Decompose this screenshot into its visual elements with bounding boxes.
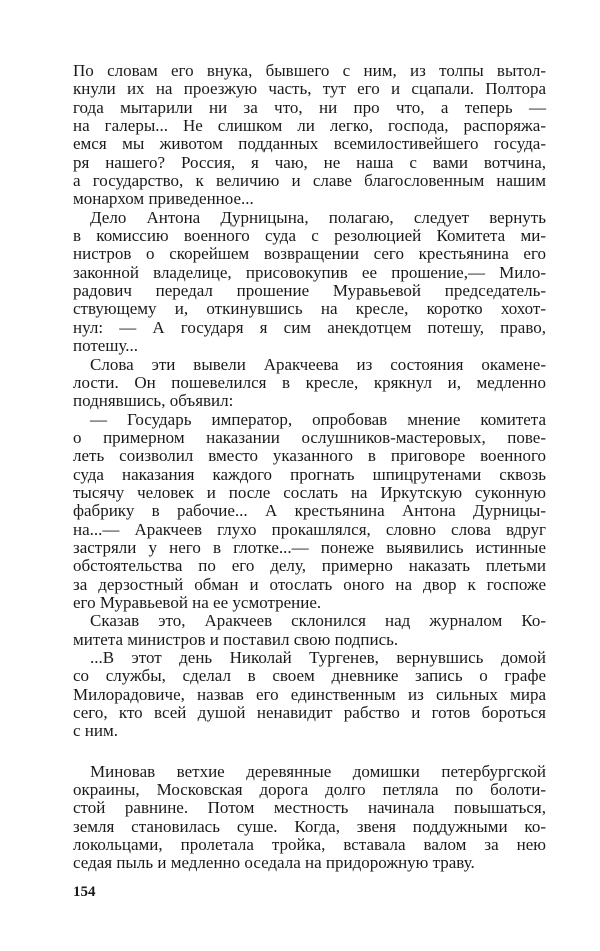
paragraph	[73, 209, 546, 356]
text-line: в комиссию военного суда с резолюцией Комитета ми-	[73, 226, 546, 246]
paragraph	[73, 649, 546, 741]
text-line: ря нашего? Россия, я чаю, не наша с вами вотчина,	[73, 152, 546, 172]
paragraph	[73, 763, 546, 873]
book-page-text	[73, 62, 546, 873]
text-line: — Государь император, опробовав мнение комитета	[90, 409, 546, 429]
text-line: с ним.	[73, 721, 118, 741]
text-line: Милорадовиче, назвав его единственным из сильных мира	[73, 684, 546, 704]
text-line: седая пыль и медленно оседала на придорожную траву.	[73, 853, 475, 873]
paragraph	[73, 411, 546, 613]
text-line: его Муравьевой на ее усмотрение.	[73, 592, 322, 612]
text-line: Миновав ветхие деревянные домишки петербургской	[90, 761, 546, 781]
text-line: По словам его внука, бывшего с ним, из толпы вытол-	[73, 61, 546, 80]
text-line: емся мы животом подданных всемилостивейшего госуда-	[73, 134, 546, 154]
text-line: Сказав это, Аракчеев склонился над журналом Ко-	[90, 611, 546, 631]
text-line: окраины, Московская дорога долго петляла по болоти-	[73, 780, 546, 800]
text-line: на галеры... Не слишком ли легко, господа, распоряжа-	[73, 116, 546, 136]
text-line: кнули их на проезжую часть, тут его и сцапали. Полтора	[73, 79, 546, 99]
text-line: Слова эти вывели Аракчеева из состояния окамене-	[90, 354, 546, 374]
text-line: застряли у него в глотке...— понеже выявились истинные	[73, 537, 546, 557]
text-line: леть соизволил вместо указанного в приговоре военного	[73, 446, 546, 466]
text-line: на...— Аракчеев глухо прокашлялся, словно слова вдруг	[73, 519, 546, 539]
text-line: нул: — А государя я сим анекдотцем потешу, право,	[73, 317, 546, 337]
text-line: монархом приведенное...	[73, 189, 254, 209]
text-line: со службы, сделал в своем дневнике запись о графе	[73, 666, 546, 686]
text-line: ...В этот день Николай Тургенев, вернувшись домой	[90, 648, 546, 667]
text-line: за дерзостный обман и отослать оного на двор к госпоже	[73, 574, 546, 594]
text-line: обстоятельства по его делу, примерно наказать плетьми	[73, 556, 546, 576]
text-line: а государство, к величию и славе благословенным нашим	[73, 171, 546, 191]
text-line: локольцами, пролетала тройка, вставала валом за нею	[73, 835, 546, 855]
text-line: года мытарили ни за что, ни про что, а теперь —	[73, 97, 546, 117]
text-line: ствующему и, откинувшись на кресле, коротко хохот-	[73, 299, 546, 319]
text-line: сего, кто всей душой ненавидит рабство и готов бороться	[73, 703, 546, 723]
text-line: тысячу человек и после сослать на Иркутскую суконную	[73, 482, 546, 502]
text-line: митета министров и поставил свою подпись.	[73, 629, 399, 649]
text-line: нистров о скорейшем возвращении сего крестьянина его	[73, 244, 546, 264]
text-line: поднявшись, объявил:	[73, 391, 234, 411]
paragraph	[73, 356, 546, 411]
text-line: фабрику в рабочие... А крестьянина Антона Дурницы-	[73, 501, 546, 521]
text-line: о примерном наказании ослушников-мастеровых, пове-	[73, 427, 546, 447]
text-line: Дело Антона Дурницына, полагаю, следует вернуть	[90, 207, 546, 227]
text-line: потешу...	[73, 336, 138, 356]
text-line: лости. Он пошевелился в кресле, крякнул и, медленно	[73, 372, 546, 392]
page-number: 154	[73, 884, 96, 900]
text-line: земля становилась суше. Когда, звеня поддужными ко-	[73, 816, 546, 836]
text-line: суда наказания каждого прогнать шпицрутенами сквозь	[73, 464, 546, 484]
text-line: радович передал прошение Муравьевой председатель-	[73, 281, 546, 301]
paragraph	[73, 62, 546, 209]
text-line: стой равнине. Потом местность начинала повышаться,	[73, 798, 546, 818]
paragraph	[73, 612, 546, 649]
text-line: законной владелице, присовокупив ее прошение,— Мило-	[73, 262, 546, 282]
